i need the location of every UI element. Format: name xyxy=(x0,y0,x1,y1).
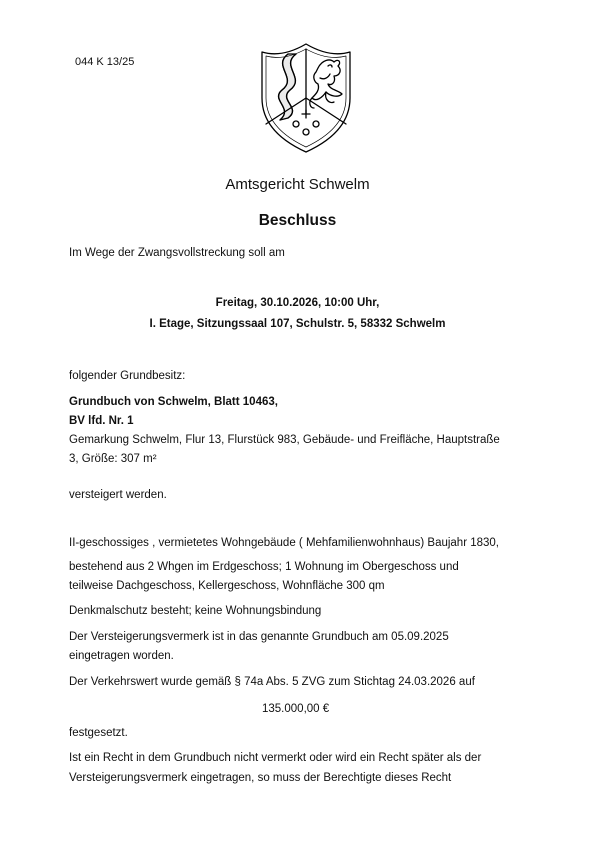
parcel-line-1: Gemarkung Schwelm, Flur 13, Flurstück 983, Gebäude- und Freifläche, Hauptstraße xyxy=(69,434,500,446)
fixed-statement: festgesetzt. xyxy=(69,727,128,739)
details-line-2: teilweise Dachgeschoss, Kellergeschoss, Wohnfläche 300 qm xyxy=(69,580,385,592)
nrw-coat-of-arms-icon xyxy=(258,38,354,154)
court-name: Amtsgericht Schwelm xyxy=(225,176,370,193)
registration-line-1: Der Versteigerungsvermerk ist in das genannte Grundbuch am 05.09.2025 xyxy=(69,631,449,643)
case-number: 044 K 13/25 xyxy=(75,56,135,68)
registration-line-2: eingetragen worden. xyxy=(69,650,174,662)
monument-line: Denkmalschutz besteht; keine Wohnungsbindung xyxy=(69,605,322,617)
appointment-date: Freitag, 30.10.2026, 10:00 Uhr, xyxy=(215,297,380,309)
land-register-line-1: Grundbuch von Schwelm, Blatt 10463, xyxy=(69,396,278,408)
rights-line-1: Ist ein Recht in dem Grundbuch nicht vermerkt oder wird ein Recht später als der xyxy=(69,752,482,764)
intro-text: Im Wege der Zwangsvollstreckung soll am xyxy=(69,247,285,259)
rights-line-2: Versteigerungsvermerk eingetragen, so muss der Berechtigte dieses Recht xyxy=(69,772,452,784)
document-title: Beschluss xyxy=(258,212,337,229)
description-line: II-geschossiges , vermietetes Wohngebäude ( Mehfamilienwohnhaus) Baujahr 1830, xyxy=(69,537,500,549)
parcel-line-2: 3, Größe: 307 m² xyxy=(69,453,157,465)
details-line-1: bestehend aus 2 Whgen im Erdgeschoss; 1 Wohnung im Obergeschoss und xyxy=(69,561,459,573)
land-register-line-2: BV lfd. Nr. 1 xyxy=(69,415,134,427)
auction-statement: versteigert werden. xyxy=(69,489,167,501)
valuation-amount: 135.000,00 € xyxy=(262,703,330,715)
appointment-location: I. Etage, Sitzungssaal 107, Schulstr. 5, 58332 Schwelm xyxy=(149,318,446,330)
property-intro: folgender Grundbesitz: xyxy=(69,370,186,382)
valuation-line: Der Verkehrswert wurde gemäß § 74a Abs. 5 ZVG zum Stichtag 24.03.2026 auf xyxy=(69,676,475,688)
